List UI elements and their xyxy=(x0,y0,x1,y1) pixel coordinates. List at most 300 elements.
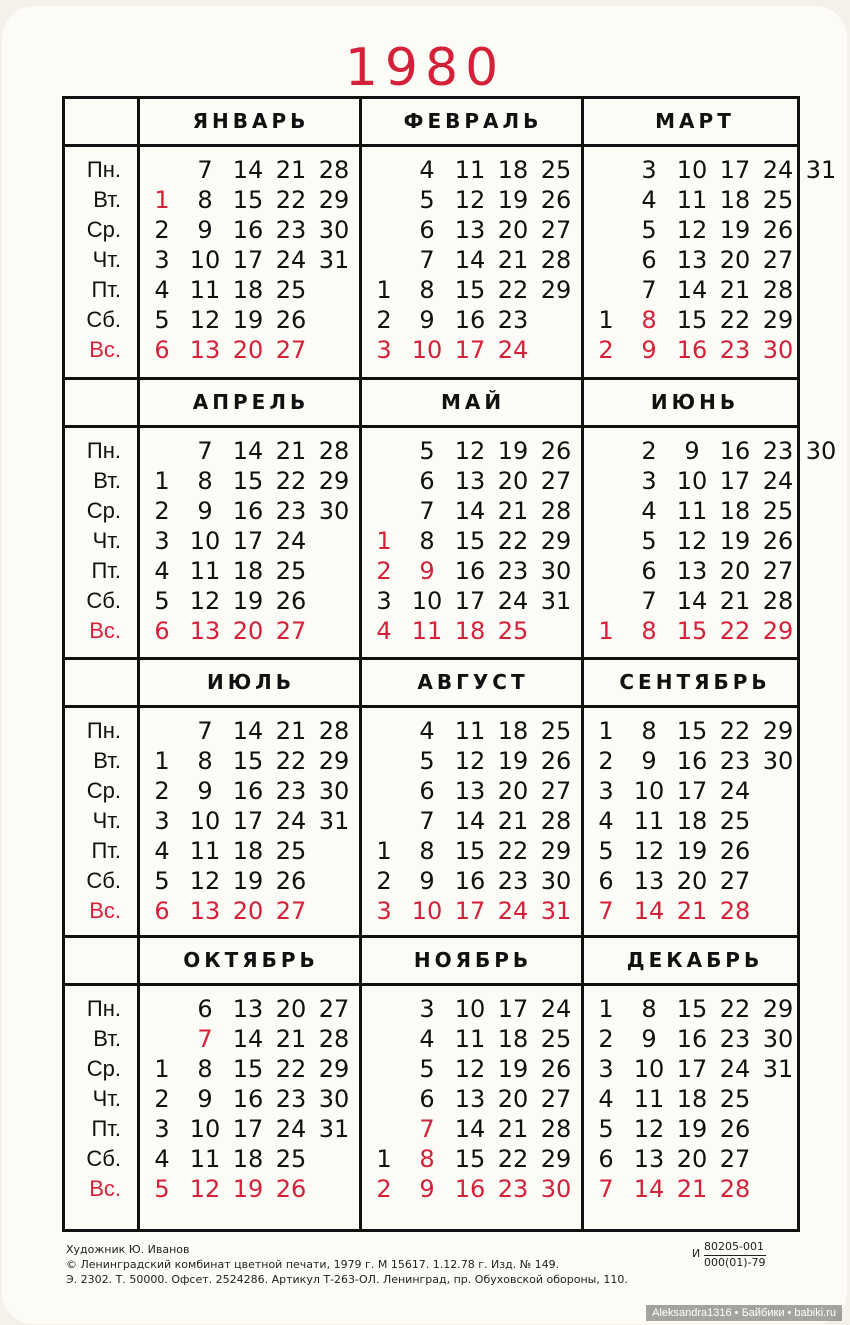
calendar-date: 1 xyxy=(376,276,392,304)
calendar-date: 8 xyxy=(641,717,657,745)
calendar-date: 25 xyxy=(275,276,307,304)
calendar-date: 24 xyxy=(275,246,307,274)
calendar-date: 21 xyxy=(275,437,307,465)
month-name: ФЕВРАЛЬ xyxy=(403,109,543,133)
calendar-date: 2 xyxy=(154,777,170,805)
calendar-date: 18 xyxy=(719,497,751,525)
calendar-date: 13 xyxy=(676,557,708,585)
calendar-date: 23 xyxy=(497,867,529,895)
calendar-date: 22 xyxy=(719,306,751,334)
holiday-date: 7 xyxy=(598,897,614,925)
weekday-labels xyxy=(65,147,140,380)
calendar-date: 20 xyxy=(676,867,708,895)
calendar-date: 14 xyxy=(232,437,264,465)
calendar-date: 12 xyxy=(189,306,221,334)
calendar-date: 4 xyxy=(641,497,657,525)
calendar-date: 23 xyxy=(275,216,307,244)
calendar-date: 19 xyxy=(497,747,529,775)
calendar-date: 4 xyxy=(154,1145,170,1173)
calendar-date: 29 xyxy=(318,1055,350,1083)
calendar-date: 16 xyxy=(454,867,486,895)
weekday-label: Сб. xyxy=(86,1146,121,1171)
calendar-date: 22 xyxy=(497,276,529,304)
calendar-date: 28 xyxy=(540,497,572,525)
holiday-date: 9 xyxy=(641,336,657,364)
calendar-date: 24 xyxy=(719,777,751,805)
calendar-date: 28 xyxy=(318,437,350,465)
calendar-date: 2 xyxy=(154,216,170,244)
calendar-date: 27 xyxy=(540,216,572,244)
calendar-date: 9 xyxy=(197,216,213,244)
calendar-date: 24 xyxy=(275,527,307,555)
calendar-date: 28 xyxy=(762,276,794,304)
calendar-date: 29 xyxy=(540,276,572,304)
calendar-date: 18 xyxy=(676,1085,708,1113)
calendar-date: 28 xyxy=(318,1025,350,1053)
calendar-date: 20 xyxy=(719,246,751,274)
calendar-date: 8 xyxy=(419,276,435,304)
calendar-date: 25 xyxy=(762,186,794,214)
calendar-date: 2 xyxy=(641,437,657,465)
calendar-date: 28 xyxy=(540,1115,572,1143)
calendar-date: 27 xyxy=(540,1085,572,1113)
calendar-date: 21 xyxy=(497,246,529,274)
calendar-date: 17 xyxy=(719,156,751,184)
holiday-date: 2 xyxy=(376,1175,392,1203)
holiday-date: 1 xyxy=(154,186,170,214)
calendar-date: 8 xyxy=(419,837,435,865)
calendar-date: 5 xyxy=(598,1115,614,1143)
calendar-date: 26 xyxy=(540,186,572,214)
calendar-date: 3 xyxy=(154,527,170,555)
calendar-date: 22 xyxy=(497,527,529,555)
imprint-publisher: © Ленинградский комбинат цветной печати, 1979 г. М 15617. 1.12.78 г. Изд. № 149. xyxy=(66,1258,560,1271)
calendar-date: 27 xyxy=(719,1145,751,1173)
calendar-date: 31 xyxy=(318,1115,350,1143)
calendar-date: 3 xyxy=(598,1055,614,1083)
holiday-date: 27 xyxy=(275,897,307,925)
quarter-row xyxy=(65,660,797,938)
calendar-date: 14 xyxy=(454,246,486,274)
weekday-label: Пт. xyxy=(91,558,121,583)
calendar-date: 10 xyxy=(454,995,486,1023)
holiday-date: 10 xyxy=(411,336,443,364)
calendar-date: 16 xyxy=(719,437,751,465)
weekday-label: Вт. xyxy=(93,187,121,212)
watermark: Aleksandra1316 • Байбики • babiki.ru xyxy=(646,1305,842,1321)
calendar-date: 23 xyxy=(275,1085,307,1113)
month-name: ОКТЯБРЬ xyxy=(183,948,319,972)
calendar-date: 11 xyxy=(189,557,221,585)
weekday-labels xyxy=(65,986,140,1229)
calendar-date: 13 xyxy=(454,467,486,495)
weekday-labels xyxy=(65,428,140,660)
month-name: МАРТ xyxy=(655,109,735,133)
calendar-date: 8 xyxy=(419,527,435,555)
holiday-date: 28 xyxy=(719,1175,751,1203)
month-days xyxy=(584,986,806,1229)
calendar-date: 18 xyxy=(497,717,529,745)
calendar-date: 15 xyxy=(676,717,708,745)
month-name: АВГУСТ xyxy=(417,670,529,694)
calendar-date: 9 xyxy=(419,867,435,895)
calendar-date: 12 xyxy=(454,186,486,214)
calendar-date: 12 xyxy=(454,747,486,775)
weekday-label: Пн. xyxy=(86,718,121,743)
holiday-date: 2 xyxy=(376,557,392,585)
calendar-date: 11 xyxy=(189,837,221,865)
calendar-date: 18 xyxy=(497,156,529,184)
calendar-date: 13 xyxy=(633,1145,665,1173)
calendar-date: 15 xyxy=(454,1145,486,1173)
calendar-date: 7 xyxy=(197,437,213,465)
holiday-date: 26 xyxy=(275,1175,307,1203)
calendar-date: 1 xyxy=(154,747,170,775)
holiday-date: 24 xyxy=(497,897,529,925)
calendar-date: 31 xyxy=(762,1055,794,1083)
month-days xyxy=(140,147,362,380)
calendar-date: 4 xyxy=(154,557,170,585)
calendar-date: 19 xyxy=(497,186,529,214)
calendar-date: 31 xyxy=(318,807,350,835)
calendar-date: 26 xyxy=(719,1115,751,1143)
calendar-date: 30 xyxy=(540,557,572,585)
imprint-artist: Художник Ю. Иванов xyxy=(66,1243,190,1256)
calendar-date: 6 xyxy=(641,246,657,274)
calendar-date: 16 xyxy=(232,216,264,244)
holiday-date: 4 xyxy=(376,617,392,645)
calendar-date: 12 xyxy=(633,1115,665,1143)
calendar-date: 4 xyxy=(154,276,170,304)
holiday-date: 3 xyxy=(376,897,392,925)
holiday-date: 12 xyxy=(189,1175,221,1203)
calendar-date: 7 xyxy=(419,807,435,835)
calendar-date: 23 xyxy=(762,437,794,465)
calendar-date: 7 xyxy=(419,497,435,525)
holiday-date: 9 xyxy=(419,1175,435,1203)
month-days xyxy=(362,147,584,380)
calendar-date: 4 xyxy=(419,1025,435,1053)
month-name: ИЮЛЬ xyxy=(206,670,296,694)
imprint-details: Э. 2302. Т. 50000. Офсет. 2524286. Артикул Т-263-ОЛ. Ленинград, пр. Обуховской обороны, 110. xyxy=(66,1273,628,1286)
calendar-date: 10 xyxy=(676,156,708,184)
calendar-date: 10 xyxy=(189,527,221,555)
weekday-label: Пн. xyxy=(86,996,121,1021)
calendar-date: 22 xyxy=(497,1145,529,1173)
calendar-date: 24 xyxy=(497,587,529,615)
calendar-date: 17 xyxy=(232,1115,264,1143)
calendar-date: 19 xyxy=(232,867,264,895)
calendar-date: 9 xyxy=(197,497,213,525)
calendar-date: 10 xyxy=(189,807,221,835)
calendar-date: 2 xyxy=(154,497,170,525)
calendar-date: 22 xyxy=(275,1055,307,1083)
calendar-date: 22 xyxy=(275,467,307,495)
calendar-date: 22 xyxy=(275,186,307,214)
calendar-date: 12 xyxy=(454,1055,486,1083)
calendar-date: 17 xyxy=(232,807,264,835)
calendar-date: 17 xyxy=(676,1055,708,1083)
calendar-date: 27 xyxy=(762,557,794,585)
holiday-date: 13 xyxy=(189,336,221,364)
calendar-date: 12 xyxy=(633,837,665,865)
calendar-date: 10 xyxy=(189,246,221,274)
calendar-date: 14 xyxy=(676,276,708,304)
calendar-date: 16 xyxy=(676,747,708,775)
calendar-date: 27 xyxy=(762,246,794,274)
calendar-date: 9 xyxy=(419,306,435,334)
month-days xyxy=(584,147,837,380)
weekday-label: Вт. xyxy=(93,1026,121,1051)
calendar-date: 18 xyxy=(232,276,264,304)
header-corner xyxy=(65,380,140,425)
calendar-date: 20 xyxy=(497,216,529,244)
calendar-date: 27 xyxy=(719,867,751,895)
calendar-date: 6 xyxy=(197,995,213,1023)
holiday-date: 13 xyxy=(189,617,221,645)
calendar-date: 29 xyxy=(762,995,794,1023)
calendar-date: 22 xyxy=(719,717,751,745)
calendar-date: 5 xyxy=(154,867,170,895)
holiday-date: 7 xyxy=(197,1025,213,1053)
calendar-date: 14 xyxy=(454,1115,486,1143)
calendar-date: 4 xyxy=(641,186,657,214)
calendar-date: 13 xyxy=(676,246,708,274)
calendar-date: 8 xyxy=(197,747,213,775)
calendar-date: 28 xyxy=(318,717,350,745)
calendar-date: 5 xyxy=(154,306,170,334)
calendar-date: 19 xyxy=(232,587,264,615)
month-days xyxy=(140,428,362,660)
calendar-date: 30 xyxy=(318,1085,350,1113)
calendar-date: 6 xyxy=(419,1085,435,1113)
holiday-date: 8 xyxy=(641,306,657,334)
calendar-date: 24 xyxy=(719,1055,751,1083)
calendar-date: 23 xyxy=(275,497,307,525)
month-days xyxy=(362,428,584,660)
calendar-date: 30 xyxy=(318,497,350,525)
weekday-label: Вт. xyxy=(93,468,121,493)
calendar-date: 23 xyxy=(497,306,529,334)
calendar-date: 15 xyxy=(232,747,264,775)
holiday-date: 10 xyxy=(411,897,443,925)
calendar-date: 7 xyxy=(419,246,435,274)
calendar-date: 29 xyxy=(540,1145,572,1173)
holiday-date: 5 xyxy=(154,1175,170,1203)
calendar-date: 12 xyxy=(189,867,221,895)
calendar-date: 2 xyxy=(598,747,614,775)
calendar-date: 17 xyxy=(232,246,264,274)
calendar-date: 25 xyxy=(275,557,307,585)
calendar-date: 5 xyxy=(419,1055,435,1083)
calendar-date: 1 xyxy=(598,995,614,1023)
calendar-date: 28 xyxy=(318,156,350,184)
calendar-date: 25 xyxy=(719,1085,751,1113)
calendar-date: 16 xyxy=(676,1025,708,1053)
holiday-date: 28 xyxy=(719,897,751,925)
calendar-date: 9 xyxy=(197,777,213,805)
calendar-date: 20 xyxy=(676,1145,708,1173)
calendar-date: 22 xyxy=(497,837,529,865)
calendar-date: 21 xyxy=(497,807,529,835)
weekday-label: Сб. xyxy=(86,307,121,332)
calendar-date: 24 xyxy=(762,156,794,184)
calendar-date: 7 xyxy=(641,276,657,304)
calendar-date: 21 xyxy=(719,276,751,304)
calendar-date: 21 xyxy=(497,497,529,525)
month-name: МАЙ xyxy=(440,390,506,414)
holiday-date: 11 xyxy=(411,617,443,645)
calendar-date: 23 xyxy=(275,777,307,805)
calendar-date: 5 xyxy=(419,186,435,214)
calendar-date: 18 xyxy=(232,1145,264,1173)
calendar-date: 6 xyxy=(598,867,614,895)
holiday-date: 8 xyxy=(419,1145,435,1173)
weekday-label: Пт. xyxy=(91,838,121,863)
holiday-date: 27 xyxy=(275,617,307,645)
calendar-date: 25 xyxy=(540,1025,572,1053)
calendar-date: 31 xyxy=(318,246,350,274)
calendar-date: 17 xyxy=(497,995,529,1023)
calendar-date: 24 xyxy=(540,995,572,1023)
holiday-date: 20 xyxy=(232,617,264,645)
month-name: СЕНТЯБРЬ xyxy=(619,670,771,694)
calendar-date: 23 xyxy=(719,1025,751,1053)
weekday-label: Чт. xyxy=(92,808,121,833)
calendar-date: 17 xyxy=(719,467,751,495)
calendar-date: 2 xyxy=(376,306,392,334)
quarter-row xyxy=(65,99,837,380)
calendar-date: 19 xyxy=(497,1055,529,1083)
calendar-date: 15 xyxy=(232,467,264,495)
header-corner xyxy=(65,660,140,705)
calendar-grid xyxy=(62,96,837,1232)
month-days xyxy=(584,708,806,938)
calendar-date: 26 xyxy=(540,437,572,465)
calendar-date: 4 xyxy=(154,837,170,865)
calendar-date: 9 xyxy=(684,437,700,465)
calendar-date: 2 xyxy=(154,1085,170,1113)
calendar-date: 12 xyxy=(676,216,708,244)
calendar-date: 26 xyxy=(275,587,307,615)
calendar-date: 14 xyxy=(232,717,264,745)
holiday-date: 17 xyxy=(454,897,486,925)
calendar-date: 24 xyxy=(762,467,794,495)
calendar-date: 15 xyxy=(454,276,486,304)
calendar-date: 14 xyxy=(676,587,708,615)
calendar-date: 13 xyxy=(454,1085,486,1113)
calendar-date: 18 xyxy=(232,837,264,865)
calendar-date: 13 xyxy=(454,216,486,244)
calendar-date: 16 xyxy=(232,497,264,525)
calendar-date: 3 xyxy=(598,777,614,805)
calendar-date: 4 xyxy=(598,807,614,835)
calendar-date: 1 xyxy=(376,837,392,865)
calendar-date: 19 xyxy=(676,1115,708,1143)
calendar-date: 21 xyxy=(275,156,307,184)
calendar-date: 3 xyxy=(641,156,657,184)
holiday-date: 18 xyxy=(454,617,486,645)
holiday-date: 15 xyxy=(676,617,708,645)
calendar-date: 1 xyxy=(154,467,170,495)
calendar-date: 24 xyxy=(275,807,307,835)
calendar-date: 4 xyxy=(598,1085,614,1113)
holiday-date: 24 xyxy=(497,336,529,364)
calendar-date: 10 xyxy=(189,1115,221,1143)
calendar-date: 14 xyxy=(454,807,486,835)
calendar-date: 20 xyxy=(497,1085,529,1113)
quarter-row xyxy=(65,938,797,1229)
calendar-date: 6 xyxy=(419,216,435,244)
calendar-date: 18 xyxy=(719,186,751,214)
holiday-date: 25 xyxy=(497,617,529,645)
holiday-date: 16 xyxy=(676,336,708,364)
holiday-date: 13 xyxy=(189,897,221,925)
month-days xyxy=(362,708,584,938)
holiday-date: 19 xyxy=(232,1175,264,1203)
calendar-date: 8 xyxy=(197,1055,213,1083)
weekday-label: Пт. xyxy=(91,277,121,302)
calendar-date: 14 xyxy=(232,1025,264,1053)
holiday-date: 27 xyxy=(275,336,307,364)
calendar-date: 12 xyxy=(676,527,708,555)
calendar-date: 12 xyxy=(189,587,221,615)
holiday-date: 20 xyxy=(232,336,264,364)
calendar-date: 3 xyxy=(154,1115,170,1143)
calendar-date: 19 xyxy=(719,527,751,555)
calendar-date: 20 xyxy=(275,995,307,1023)
weekday-label: Сб. xyxy=(86,868,121,893)
calendar-date: 23 xyxy=(497,557,529,585)
calendar-date: 29 xyxy=(318,186,350,214)
calendar-date: 2 xyxy=(376,867,392,895)
calendar-date: 5 xyxy=(598,837,614,865)
calendar-date: 9 xyxy=(641,747,657,775)
holiday-date: 7 xyxy=(598,1175,614,1203)
month-name: НОЯБРЬ xyxy=(413,948,533,972)
calendar-date: 19 xyxy=(497,437,529,465)
weekday-label: Вс. xyxy=(89,1176,121,1201)
calendar-date: 8 xyxy=(641,995,657,1023)
calendar-date: 18 xyxy=(497,1025,529,1053)
month-days xyxy=(362,986,584,1229)
calendar-date: 16 xyxy=(454,557,486,585)
calendar-date: 29 xyxy=(762,306,794,334)
catalog-code xyxy=(692,1240,766,1270)
calendar-date: 30 xyxy=(318,216,350,244)
month-name: АПРЕЛЬ xyxy=(192,390,310,414)
calendar-date: 25 xyxy=(719,807,751,835)
weekday-label: Чт. xyxy=(92,1086,121,1111)
weekday-label: Чт. xyxy=(92,528,121,553)
calendar-date: 5 xyxy=(419,747,435,775)
calendar-date: 26 xyxy=(275,867,307,895)
calendar-date: 19 xyxy=(232,306,264,334)
calendar-date: 5 xyxy=(641,216,657,244)
calendar-year: 1980 xyxy=(344,38,506,98)
calendar-date: 25 xyxy=(762,497,794,525)
holiday-date: 30 xyxy=(540,1175,572,1203)
weekday-label: Сб. xyxy=(86,588,121,613)
catalog-code-prefix: И xyxy=(692,1247,701,1260)
calendar-date: 5 xyxy=(641,527,657,555)
calendar-date: 25 xyxy=(540,156,572,184)
calendar-date: 10 xyxy=(676,467,708,495)
calendar-date: 1 xyxy=(376,1145,392,1173)
calendar-date: 18 xyxy=(232,557,264,585)
weekday-label: Ср. xyxy=(86,217,121,242)
calendar-date: 6 xyxy=(641,557,657,585)
